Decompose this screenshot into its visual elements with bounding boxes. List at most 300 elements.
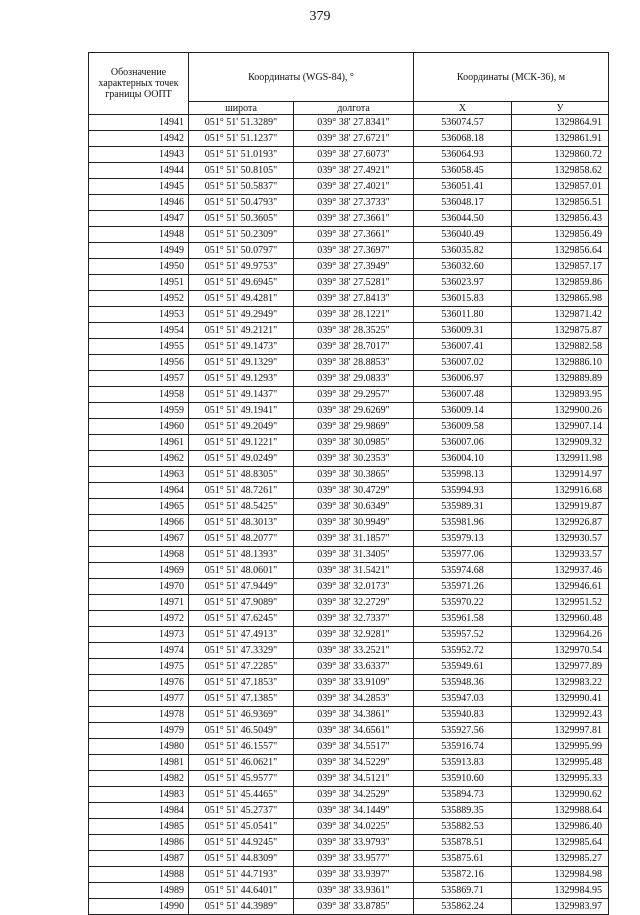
latitude-cell: 051° 51' 46.0621"	[189, 755, 294, 771]
y-cell: 1329933.57	[512, 547, 609, 563]
x-cell: 535952.72	[414, 643, 512, 659]
table-row	[89, 179, 609, 195]
point-id-cell: 14948	[89, 227, 189, 243]
latitude-cell: 051° 51' 51.3289"	[189, 115, 294, 131]
table-row	[89, 675, 609, 691]
point-id-cell: 14950	[89, 259, 189, 275]
y-cell: 1329986.40	[512, 819, 609, 835]
y-cell: 1329909.32	[512, 435, 609, 451]
y-cell: 1329995.48	[512, 755, 609, 771]
latitude-cell: 051° 51' 48.8305"	[189, 467, 294, 483]
longitude-cell: 039° 38' 29.0833"	[294, 371, 414, 387]
table-row	[89, 739, 609, 755]
x-cell: 536006.97	[414, 371, 512, 387]
table-row	[89, 755, 609, 771]
y-cell: 1329984.95	[512, 883, 609, 899]
table-row	[89, 691, 609, 707]
latitude-cell: 051° 51' 49.1221"	[189, 435, 294, 451]
latitude-cell: 051° 51' 49.1293"	[189, 371, 294, 387]
x-cell: 536023.97	[414, 275, 512, 291]
longitude-cell: 039° 38' 27.4921"	[294, 163, 414, 179]
y-cell: 1329930.57	[512, 531, 609, 547]
x-cell: 535882.53	[414, 819, 512, 835]
x-cell: 536015.83	[414, 291, 512, 307]
longitude-cell: 039° 38' 30.0985"	[294, 435, 414, 451]
longitude-cell: 039° 38' 33.6337"	[294, 659, 414, 675]
latitude-cell: 051° 51' 49.2049"	[189, 419, 294, 435]
longitude-cell: 039° 38' 27.8341"	[294, 115, 414, 131]
point-id-cell: 14980	[89, 739, 189, 755]
x-cell: 536035.82	[414, 243, 512, 259]
x-cell: 536032.60	[414, 259, 512, 275]
latitude-cell: 051° 51' 50.2309"	[189, 227, 294, 243]
x-cell: 536007.41	[414, 339, 512, 355]
y-cell: 1329990.62	[512, 787, 609, 803]
table-row	[89, 291, 609, 307]
y-cell: 1329861.91	[512, 131, 609, 147]
x-cell: 535878.51	[414, 835, 512, 851]
longitude-cell: 039° 38' 30.3865"	[294, 467, 414, 483]
longitude-cell: 039° 38' 34.5517"	[294, 739, 414, 755]
table-row	[89, 451, 609, 467]
latitude-cell: 051° 51' 44.6401"	[189, 883, 294, 899]
latitude-cell: 051° 51' 45.9577"	[189, 771, 294, 787]
latitude-cell: 051° 51' 51.0193"	[189, 147, 294, 163]
table-row	[89, 195, 609, 211]
latitude-cell: 051° 51' 45.4465"	[189, 787, 294, 803]
latitude-cell: 051° 51' 50.4793"	[189, 195, 294, 211]
y-cell: 1329856.49	[512, 227, 609, 243]
point-id-cell: 14952	[89, 291, 189, 307]
point-id-cell: 14945	[89, 179, 189, 195]
y-header: У	[512, 102, 609, 115]
point-id-cell: 14951	[89, 275, 189, 291]
x-cell: 536048.17	[414, 195, 512, 211]
longitude-cell: 039° 38' 32.0173"	[294, 579, 414, 595]
table-row	[89, 787, 609, 803]
msk-column-header: Координаты (МСК-36), м	[414, 53, 609, 102]
latitude-cell: 051° 51' 50.3605"	[189, 211, 294, 227]
latitude-cell: 051° 51' 48.0601"	[189, 563, 294, 579]
x-cell: 535916.74	[414, 739, 512, 755]
longitude-cell: 039° 38' 28.8853"	[294, 355, 414, 371]
point-id-cell: 14954	[89, 323, 189, 339]
longitude-cell: 039° 38' 27.6721"	[294, 131, 414, 147]
y-cell: 1329985.64	[512, 835, 609, 851]
longitude-cell: 039° 38' 28.1221"	[294, 307, 414, 323]
table-row	[89, 563, 609, 579]
point-id-cell: 14959	[89, 403, 189, 419]
point-id-cell: 14973	[89, 627, 189, 643]
latitude-cell: 051° 51' 49.0249"	[189, 451, 294, 467]
point-id-cell: 14979	[89, 723, 189, 739]
point-id-cell: 14967	[89, 531, 189, 547]
table-row	[89, 899, 609, 915]
point-id-cell: 14977	[89, 691, 189, 707]
table-row	[89, 307, 609, 323]
latitude-cell: 051° 51' 47.9449"	[189, 579, 294, 595]
y-cell: 1329857.01	[512, 179, 609, 195]
table-row	[89, 483, 609, 499]
longitude-cell: 039° 38' 33.8785"	[294, 899, 414, 915]
x-cell: 536058.45	[414, 163, 512, 179]
longitude-cell: 039° 38' 33.2521"	[294, 643, 414, 659]
point-id-cell: 14983	[89, 787, 189, 803]
point-id-cell: 14974	[89, 643, 189, 659]
y-cell: 1329919.87	[512, 499, 609, 515]
y-cell: 1329900.26	[512, 403, 609, 419]
y-cell: 1329859.86	[512, 275, 609, 291]
longitude-cell: 039° 38' 27.5281"	[294, 275, 414, 291]
wgs-column-header: Координаты (WGS-84), °	[189, 53, 414, 102]
latitude-cell: 051° 51' 44.8309"	[189, 851, 294, 867]
y-cell: 1329964.26	[512, 627, 609, 643]
x-cell: 536007.06	[414, 435, 512, 451]
x-cell: 536074.57	[414, 115, 512, 131]
latitude-cell: 051° 51' 44.3989"	[189, 899, 294, 915]
table-row	[89, 499, 609, 515]
y-cell: 1329977.89	[512, 659, 609, 675]
table-row	[89, 131, 609, 147]
table-row	[89, 835, 609, 851]
y-cell: 1329985.27	[512, 851, 609, 867]
y-cell: 1329983.97	[512, 899, 609, 915]
latitude-cell: 051° 51' 48.7261"	[189, 483, 294, 499]
point-id-cell: 14989	[89, 883, 189, 899]
y-cell: 1329911.98	[512, 451, 609, 467]
x-cell: 535913.83	[414, 755, 512, 771]
latitude-cell: 051° 51' 49.2949"	[189, 307, 294, 323]
y-cell: 1329858.62	[512, 163, 609, 179]
y-cell: 1329951.52	[512, 595, 609, 611]
points-column-header: Обозначение характерных точек границы ООПТ	[89, 53, 189, 115]
longitude-cell: 039° 38' 27.4021"	[294, 179, 414, 195]
point-id-cell: 14966	[89, 515, 189, 531]
longitude-cell: 039° 38' 33.9109"	[294, 675, 414, 691]
table-row	[89, 467, 609, 483]
latitude-header: широта	[189, 102, 294, 115]
y-cell: 1329875.87	[512, 323, 609, 339]
y-cell: 1329926.87	[512, 515, 609, 531]
y-cell: 1329871.42	[512, 307, 609, 323]
latitude-cell: 051° 51' 49.1941"	[189, 403, 294, 419]
longitude-cell: 039° 38' 34.6561"	[294, 723, 414, 739]
table-row	[89, 531, 609, 547]
y-cell: 1329886.10	[512, 355, 609, 371]
y-cell: 1329997.81	[512, 723, 609, 739]
latitude-cell: 051° 51' 44.9245"	[189, 835, 294, 851]
point-id-cell: 14958	[89, 387, 189, 403]
table-row	[89, 707, 609, 723]
longitude-cell: 039° 38' 32.2729"	[294, 595, 414, 611]
table-row	[89, 259, 609, 275]
point-id-cell: 14969	[89, 563, 189, 579]
table-row	[89, 595, 609, 611]
point-id-cell: 14975	[89, 659, 189, 675]
longitude-cell: 039° 38' 30.2353"	[294, 451, 414, 467]
y-cell: 1329865.98	[512, 291, 609, 307]
x-cell: 535889.35	[414, 803, 512, 819]
longitude-cell: 039° 38' 27.3661"	[294, 211, 414, 227]
point-id-cell: 14962	[89, 451, 189, 467]
y-cell: 1329914.97	[512, 467, 609, 483]
longitude-cell: 039° 38' 27.3949"	[294, 259, 414, 275]
longitude-cell: 039° 38' 34.0225"	[294, 819, 414, 835]
table-row	[89, 659, 609, 675]
y-cell: 1329916.68	[512, 483, 609, 499]
y-cell: 1329937.46	[512, 563, 609, 579]
x-cell: 535875.61	[414, 851, 512, 867]
point-id-cell: 14982	[89, 771, 189, 787]
table-row	[89, 339, 609, 355]
y-cell: 1329988.64	[512, 803, 609, 819]
longitude-cell: 039° 38' 30.6349"	[294, 499, 414, 515]
y-cell: 1329889.89	[512, 371, 609, 387]
point-id-cell: 14955	[89, 339, 189, 355]
x-cell: 535910.60	[414, 771, 512, 787]
point-id-cell: 14943	[89, 147, 189, 163]
longitude-cell: 039° 38' 30.9949"	[294, 515, 414, 531]
latitude-cell: 051° 51' 50.5837"	[189, 179, 294, 195]
point-id-cell: 14987	[89, 851, 189, 867]
table-row	[89, 163, 609, 179]
table-row	[89, 579, 609, 595]
longitude-cell: 039° 38' 27.3661"	[294, 227, 414, 243]
point-id-cell: 14972	[89, 611, 189, 627]
point-id-cell: 14985	[89, 819, 189, 835]
longitude-cell: 039° 38' 34.2853"	[294, 691, 414, 707]
point-id-cell: 14942	[89, 131, 189, 147]
longitude-cell: 039° 38' 27.6073"	[294, 147, 414, 163]
longitude-cell: 039° 38' 30.4729"	[294, 483, 414, 499]
point-id-cell: 14968	[89, 547, 189, 563]
x-cell: 536007.02	[414, 355, 512, 371]
point-id-cell: 14990	[89, 899, 189, 915]
y-cell: 1329960.48	[512, 611, 609, 627]
latitude-cell: 051° 51' 49.2121"	[189, 323, 294, 339]
y-cell: 1329984.98	[512, 867, 609, 883]
latitude-cell: 051° 51' 49.9753"	[189, 259, 294, 275]
table-row	[89, 627, 609, 643]
latitude-cell: 051° 51' 49.1329"	[189, 355, 294, 371]
latitude-cell: 051° 51' 45.2737"	[189, 803, 294, 819]
table-row	[89, 243, 609, 259]
latitude-cell: 051° 51' 46.5049"	[189, 723, 294, 739]
x-header: X	[414, 102, 512, 115]
longitude-cell: 039° 38' 28.7017"	[294, 339, 414, 355]
y-cell: 1329946.61	[512, 579, 609, 595]
table-row	[89, 883, 609, 899]
x-cell: 535970.22	[414, 595, 512, 611]
table-row	[89, 419, 609, 435]
table-row	[89, 435, 609, 451]
point-id-cell: 14981	[89, 755, 189, 771]
longitude-cell: 039° 38' 29.6269"	[294, 403, 414, 419]
point-id-cell: 14963	[89, 467, 189, 483]
longitude-cell: 039° 38' 27.8413"	[294, 291, 414, 307]
point-id-cell: 14988	[89, 867, 189, 883]
latitude-cell: 051° 51' 46.9369"	[189, 707, 294, 723]
x-cell: 535949.61	[414, 659, 512, 675]
x-cell: 536009.58	[414, 419, 512, 435]
longitude-cell: 039° 38' 33.9577"	[294, 851, 414, 867]
longitude-cell: 039° 38' 33.9361"	[294, 883, 414, 899]
x-cell: 536040.49	[414, 227, 512, 243]
table-row	[89, 323, 609, 339]
longitude-header: долгота	[294, 102, 414, 115]
latitude-cell: 051° 51' 47.4913"	[189, 627, 294, 643]
latitude-cell: 051° 51' 49.1437"	[189, 387, 294, 403]
y-cell: 1329860.72	[512, 147, 609, 163]
longitude-cell: 039° 38' 33.9397"	[294, 867, 414, 883]
point-id-cell: 14956	[89, 355, 189, 371]
table-row	[89, 803, 609, 819]
x-cell: 535998.13	[414, 467, 512, 483]
longitude-cell: 039° 38' 34.1449"	[294, 803, 414, 819]
point-id-cell: 14978	[89, 707, 189, 723]
y-cell: 1329864.91	[512, 115, 609, 131]
latitude-cell: 051° 51' 47.9089"	[189, 595, 294, 611]
x-cell: 535947.03	[414, 691, 512, 707]
point-id-cell: 14984	[89, 803, 189, 819]
table-row	[89, 611, 609, 627]
point-id-cell: 14965	[89, 499, 189, 515]
longitude-cell: 039° 38' 34.5229"	[294, 755, 414, 771]
point-id-cell: 14941	[89, 115, 189, 131]
latitude-cell: 051° 51' 51.1237"	[189, 131, 294, 147]
table-row	[89, 515, 609, 531]
point-id-cell: 14957	[89, 371, 189, 387]
latitude-cell: 051° 51' 50.0797"	[189, 243, 294, 259]
x-cell: 536064.93	[414, 147, 512, 163]
y-cell: 1329893.95	[512, 387, 609, 403]
table-row	[89, 227, 609, 243]
coordinates-table	[88, 52, 609, 915]
y-cell: 1329983.22	[512, 675, 609, 691]
latitude-cell: 051° 51' 46.1557"	[189, 739, 294, 755]
x-cell: 536004.10	[414, 451, 512, 467]
y-cell: 1329856.51	[512, 195, 609, 211]
y-cell: 1329990.41	[512, 691, 609, 707]
longitude-cell: 039° 38' 28.3525"	[294, 323, 414, 339]
table-row	[89, 403, 609, 419]
x-cell: 535862.24	[414, 899, 512, 915]
table-row	[89, 275, 609, 291]
point-id-cell: 14946	[89, 195, 189, 211]
latitude-cell: 051° 51' 49.6945"	[189, 275, 294, 291]
x-cell: 535981.96	[414, 515, 512, 531]
latitude-cell: 051° 51' 48.2077"	[189, 531, 294, 547]
point-id-cell: 14961	[89, 435, 189, 451]
latitude-cell: 051° 51' 48.3013"	[189, 515, 294, 531]
x-cell: 535979.13	[414, 531, 512, 547]
longitude-cell: 039° 38' 33.9793"	[294, 835, 414, 851]
x-cell: 535977.06	[414, 547, 512, 563]
longitude-cell: 039° 38' 31.3405"	[294, 547, 414, 563]
table-header-row	[89, 53, 609, 102]
table-row	[89, 643, 609, 659]
point-id-cell: 14970	[89, 579, 189, 595]
table-row	[89, 547, 609, 563]
y-cell: 1329857.17	[512, 259, 609, 275]
y-cell: 1329992.43	[512, 707, 609, 723]
table-row	[89, 211, 609, 227]
longitude-cell: 039° 38' 31.1857"	[294, 531, 414, 547]
x-cell: 535957.52	[414, 627, 512, 643]
longitude-cell: 039° 38' 32.7337"	[294, 611, 414, 627]
x-cell: 535872.16	[414, 867, 512, 883]
table-row	[89, 851, 609, 867]
x-cell: 535894.73	[414, 787, 512, 803]
y-cell: 1329907.14	[512, 419, 609, 435]
x-cell: 535974.68	[414, 563, 512, 579]
point-id-cell: 14960	[89, 419, 189, 435]
y-cell: 1329995.33	[512, 771, 609, 787]
point-id-cell: 14986	[89, 835, 189, 851]
x-cell: 536011.80	[414, 307, 512, 323]
y-cell: 1329970.54	[512, 643, 609, 659]
x-cell: 536044.50	[414, 211, 512, 227]
point-id-cell: 14976	[89, 675, 189, 691]
longitude-cell: 039° 38' 32.9281"	[294, 627, 414, 643]
point-id-cell: 14944	[89, 163, 189, 179]
longitude-cell: 039° 38' 27.3733"	[294, 195, 414, 211]
table-row	[89, 819, 609, 835]
page-number: 379	[309, 9, 331, 24]
point-id-cell: 14947	[89, 211, 189, 227]
longitude-cell: 039° 38' 34.2529"	[294, 787, 414, 803]
table-body	[89, 115, 609, 915]
y-cell: 1329995.99	[512, 739, 609, 755]
y-cell: 1329856.43	[512, 211, 609, 227]
latitude-cell: 051° 51' 48.5425"	[189, 499, 294, 515]
y-cell: 1329856.64	[512, 243, 609, 259]
latitude-cell: 051° 51' 47.2285"	[189, 659, 294, 675]
table-row	[89, 147, 609, 163]
x-cell: 536068.18	[414, 131, 512, 147]
x-cell: 535971.26	[414, 579, 512, 595]
table-row	[89, 115, 609, 131]
point-id-cell: 14964	[89, 483, 189, 499]
longitude-cell: 039° 38' 29.9869"	[294, 419, 414, 435]
latitude-cell: 051° 51' 49.4281"	[189, 291, 294, 307]
x-cell: 535940.83	[414, 707, 512, 723]
point-id-cell: 14953	[89, 307, 189, 323]
table-row	[89, 771, 609, 787]
latitude-cell: 051° 51' 47.1853"	[189, 675, 294, 691]
point-id-cell: 14971	[89, 595, 189, 611]
latitude-cell: 051° 51' 47.3329"	[189, 643, 294, 659]
latitude-cell: 051° 51' 49.1473"	[189, 339, 294, 355]
x-cell: 536009.31	[414, 323, 512, 339]
x-cell: 535948.36	[414, 675, 512, 691]
latitude-cell: 051° 51' 45.0541"	[189, 819, 294, 835]
x-cell: 536009.14	[414, 403, 512, 419]
table-row	[89, 867, 609, 883]
x-cell: 535927.56	[414, 723, 512, 739]
latitude-cell: 051° 51' 48.1393"	[189, 547, 294, 563]
longitude-cell: 039° 38' 31.5421"	[294, 563, 414, 579]
latitude-cell: 051° 51' 47.6245"	[189, 611, 294, 627]
table-row	[89, 723, 609, 739]
table-row	[89, 355, 609, 371]
x-cell: 535869.71	[414, 883, 512, 899]
table-row	[89, 387, 609, 403]
x-cell: 536007.48	[414, 387, 512, 403]
table-row	[89, 371, 609, 387]
x-cell: 536051.41	[414, 179, 512, 195]
longitude-cell: 039° 38' 34.5121"	[294, 771, 414, 787]
